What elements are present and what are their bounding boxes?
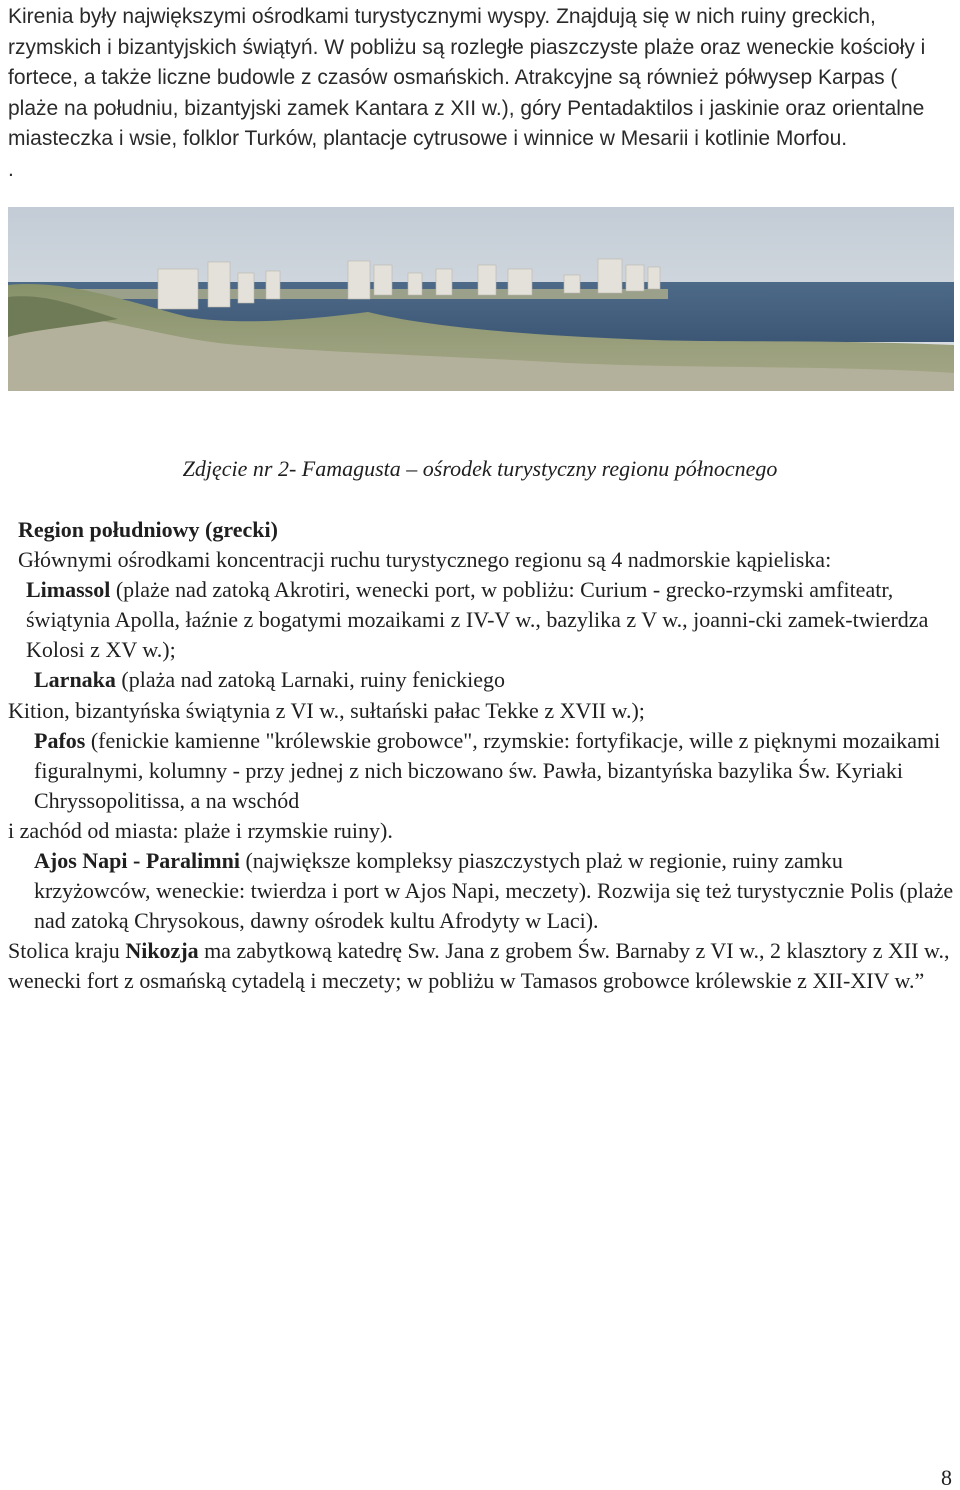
intro-text: Kirenia były największymi ośrodkami turystycznymi wyspy. Znajdują się w nich ruiny greckich, rzymskich i bizantyjskich świątyń. W pobliżu są rozległe piaszczyste plaże oraz weneckie kościoły i fortece, a także liczne budowle z czasów osmańskich. Atrakcyjne są również półwysep Karpas ( plaże na południu, bizantyjski zamek Kantara z XII w.), góry Pentadaktilos i jaskinie oraz orientalne miasteczka i wsie, folklor Turków, plantacje cytrusowe i winnice w Mesarii i kotlinie Morfou. bbox=[8, 5, 926, 151]
nikozja-name: Nikozja bbox=[125, 938, 199, 964]
larnaka-entry bbox=[8, 665, 954, 695]
pafos-description: (fenickie kamienne "królewskie grobowce", rzymskie: fortyfikacje, wille z pięknymi mozaikami figuralnymi, kolumny - przy jednej z nich biczowano św. Pawła, bizantyńska bazylika Św. Kyriaki Chryssopolitissa, a na wschód bbox=[34, 727, 941, 813]
larnaka-description: (plaża nad zatoką Larnaki, ruiny fenickiego bbox=[115, 667, 506, 693]
photo-caption: Zdjęcie nr 2- Famagusta – ośrodek turystyczny regionu północnego bbox=[182, 456, 778, 481]
ajos-napi-entry bbox=[8, 846, 954, 936]
ajos-napi-description: (największe kompleksy piaszczystych plaż w regionie, ruiny zamku krzyżowców, weneckie: twierdza i port w Ajos Napi, meczety). Rozwija się też turystycznie Polis (plaże nad zatoką Chrysokous, dawny ośrodek kultu Afrodyty w Laci). bbox=[34, 848, 954, 934]
intro-dot: . bbox=[8, 157, 14, 181]
pafos-entry bbox=[8, 726, 954, 816]
famagusta-photo-illustration bbox=[8, 207, 954, 391]
capital-description: ma zabytkową katedrę Sw. Jana z grobem Św. Barnaby z VI w., 2 klasztory z XII w., wenecki fort z osmańską cytadelą i meczety; w pobliżu w Tamasos grobowce królewskie z XII-XIV w.” bbox=[8, 938, 950, 994]
capital-prefix: Stolica kraju bbox=[8, 938, 126, 964]
ajos-napi-name: Ajos Napi - Paralimni bbox=[34, 848, 240, 874]
pafos-name: Pafos bbox=[34, 727, 86, 753]
famagusta-photo bbox=[8, 207, 954, 391]
section-heading: Region południowy (grecki) bbox=[18, 517, 278, 542]
limassol-description: (plaże nad zatoką Akrotiri, wenecki port, w pobliżu: Curium - grecko-rzymski amfiteatr, świątynia Apolla, łaźnie z bogatymi mozaikami z IV-V w., bazylika z V w., joanni-cki zamek-twierdza Kolosi z XV w.); bbox=[26, 577, 929, 663]
page-number: 8 bbox=[941, 1465, 952, 1490]
limassol-entry bbox=[8, 575, 954, 665]
larnaka-name: Larnaka bbox=[34, 667, 116, 693]
limassol-name: Limassol bbox=[26, 577, 111, 603]
pafos-description-cont: i zachód od miasta: plaże i rzymskie ruiny). bbox=[8, 817, 393, 843]
intro-paragraph bbox=[8, 2, 953, 186]
region-south-section bbox=[8, 515, 954, 997]
lead-paragraph: Głównymi ośrodkami koncentracji ruchu turystycznego regionu są 4 nadmorskie kąpieliska: bbox=[18, 547, 832, 573]
capital-paragraph bbox=[8, 936, 954, 996]
larnaka-description-cont: Kition, bizantyńska świątynia z VI w., sułtański pałac Tekke z XVII w.); bbox=[8, 697, 645, 723]
